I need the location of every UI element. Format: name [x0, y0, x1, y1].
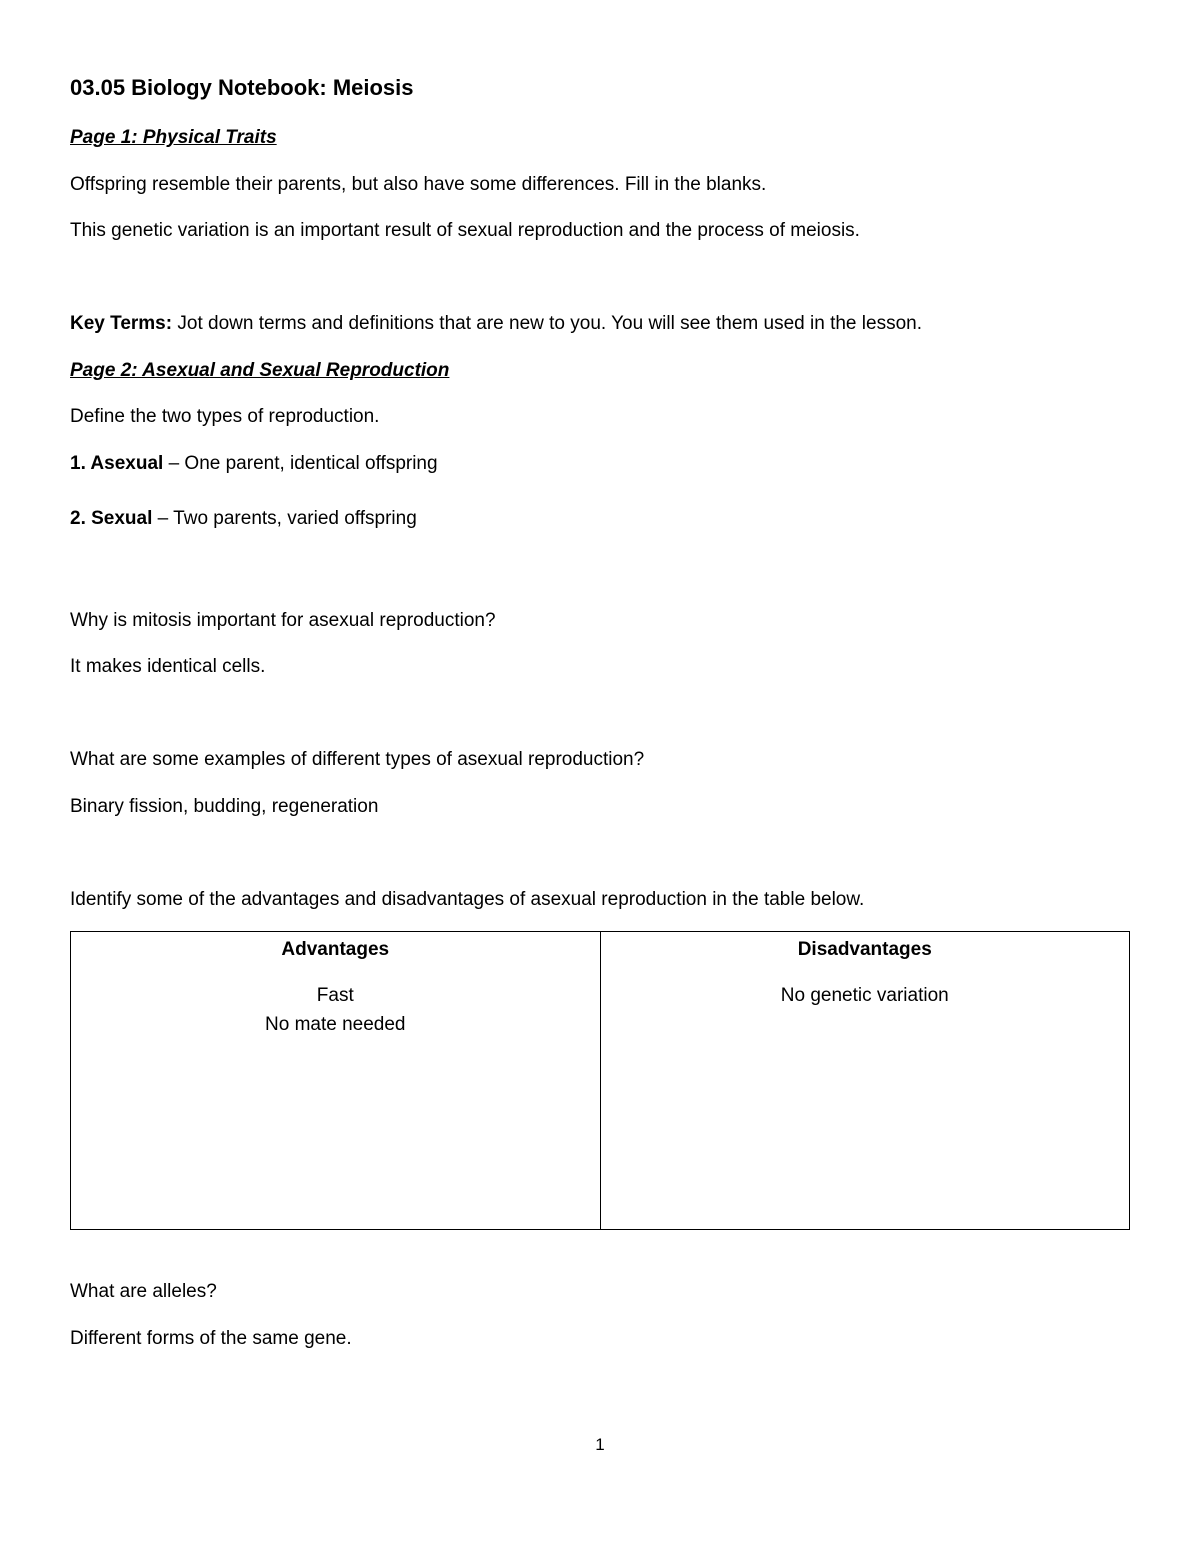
disadvantage-item: No genetic variation: [780, 985, 949, 1006]
question-advantages-table: Identify some of the advantages and disadvantages of asexual reproduction in the table below.: [70, 889, 865, 910]
question-asexual-examples: What are some examples of different types of asexual reproduction?: [70, 749, 645, 770]
item-text: – Two parents, varied offspring: [152, 508, 417, 529]
key-terms-line: [70, 312, 922, 336]
reproduction-item-asexual: [70, 452, 438, 476]
item-text: – One parent, identical offspring: [163, 453, 438, 474]
table-header-advantages: Advantages: [71, 932, 601, 965]
page-number: 1: [595, 1435, 605, 1454]
disadvantages-cell: [600, 964, 1130, 1230]
table-header-disadvantages: Disadvantages: [600, 932, 1130, 965]
answer-mitosis: It makes identical cells.: [70, 656, 266, 677]
page2-heading: Page 2: Asexual and Sexual Reproduction: [70, 360, 450, 381]
reproduction-item-sexual: [70, 507, 417, 531]
item-label: 2. Sexual: [70, 508, 153, 529]
key-terms-label: Key Terms:: [70, 313, 173, 334]
document-title: 03.05 Biology Notebook: Meiosis: [70, 75, 414, 100]
answer-asexual-examples: Binary fission, budding, regeneration: [70, 796, 379, 817]
advantage-item: No mate needed: [265, 1014, 406, 1035]
item-label: 1. Asexual: [70, 453, 164, 474]
page1-line2: This genetic variation is an important result of sexual reproduction and the process of meiosis.: [70, 220, 860, 241]
question-alleles: What are alleles?: [70, 1281, 217, 1302]
page2-prompt: Define the two types of reproduction.: [70, 406, 380, 427]
key-terms-text: Jot down terms and definitions that are new to you. You will see them used in the lesson.: [172, 313, 922, 334]
advantages-cell: [71, 964, 601, 1230]
question-mitosis: Why is mitosis important for asexual reproduction?: [70, 610, 496, 631]
page1-heading: Page 1: Physical Traits: [70, 127, 277, 148]
advantages-disadvantages-table: [70, 931, 1130, 1230]
advantage-item: Fast: [316, 985, 354, 1006]
answer-alleles: Different forms of the same gene.: [70, 1328, 352, 1349]
page1-line1: Offspring resemble their parents, but also have some differences. Fill in the blanks.: [70, 174, 767, 195]
